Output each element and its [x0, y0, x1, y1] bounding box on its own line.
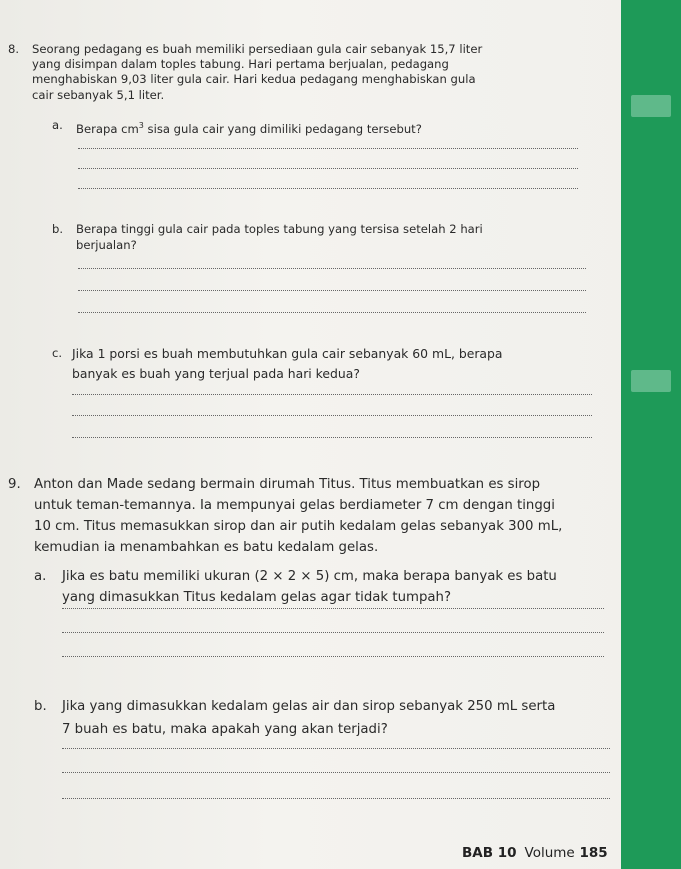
answer-line[interactable]: [72, 394, 592, 395]
question-8a-text: [76, 118, 422, 137]
question-8c-line: Jika 1 porsi es buah membutuhkan gula cair sebanyak 60 mL, berapa: [72, 346, 503, 361]
question-8a-label: a.: [52, 118, 63, 132]
question-8-line: cair sebanyak 5,1 liter.: [32, 88, 165, 102]
green-side-stripe: [621, 0, 681, 869]
answer-line[interactable]: [78, 268, 586, 269]
answer-line[interactable]: [78, 148, 578, 149]
question-8-line: menghabiskan 9,03 liter gula cair. Hari kedua pedagang menghabiskan gula: [32, 72, 476, 86]
question-8b-line: berjualan?: [76, 238, 137, 252]
answer-line[interactable]: [62, 656, 604, 657]
answer-line[interactable]: [78, 188, 578, 189]
question-8a-text-pre: Berapa cm: [76, 121, 139, 136]
question-9-number: 9.: [8, 477, 21, 492]
question-9a-label: a.: [34, 569, 47, 584]
question-9-line: 10 cm. Titus memasukkan sirop dan air putih kedalam gelas sebanyak 300 mL,: [34, 519, 563, 534]
answer-line[interactable]: [62, 632, 604, 633]
answer-line[interactable]: [78, 312, 586, 313]
question-9-line: untuk teman-temannya. Ia mempunyai gelas berdiameter 7 cm dengan tinggi: [34, 498, 555, 513]
question-9a-line: Jika es batu memiliki ukuran (2 × 2 × 5) cm, maka berapa banyak es batu: [62, 569, 557, 584]
answer-line[interactable]: [72, 437, 592, 438]
question-8b-label: b.: [52, 222, 64, 236]
question-9b-line: 7 buah es batu, maka apakah yang akan terjadi?: [62, 722, 388, 737]
answer-line[interactable]: [72, 415, 592, 416]
answer-line[interactable]: [78, 290, 586, 291]
question-8c-label: c.: [52, 346, 63, 360]
question-8b-line: Berapa tinggi gula cair pada toples tabung yang tersisa setelah 2 hari: [76, 222, 483, 236]
question-9b-label: b.: [34, 699, 47, 714]
question-8c-line: banyak es buah yang terjual pada hari kedua?: [72, 366, 360, 381]
unit-exponent: 3: [138, 121, 144, 130]
stripe-tab: [631, 95, 671, 117]
answer-line[interactable]: [62, 748, 610, 749]
page-footer: [462, 845, 608, 861]
question-9-line: kemudian ia menambahkan es batu kedalam gelas.: [34, 540, 379, 555]
stripe-tab: [631, 370, 671, 392]
question-8a-text-post: sisa gula cair yang dimiliki pedagang tersebut?: [143, 121, 422, 136]
question-9b-line: Jika yang dimasukkan kedalam gelas air dan sirop sebanyak 250 mL serta: [62, 699, 556, 714]
answer-line[interactable]: [62, 772, 610, 773]
page-number: 185: [579, 845, 608, 861]
answer-line[interactable]: [62, 798, 610, 799]
question-8-line: yang disimpan dalam toples tabung. Hari pertama berjualan, pedagang: [32, 57, 449, 71]
volume-label: Volume: [524, 845, 575, 861]
question-9-line: Anton dan Made sedang bermain dirumah Titus. Titus membuatkan es sirop: [34, 477, 541, 492]
question-8-number: 8.: [8, 42, 20, 56]
answer-line[interactable]: [62, 608, 604, 609]
question-9a-line: yang dimasukkan Titus kedalam gelas agar tidak tumpah?: [62, 590, 452, 605]
question-8-line: Seorang pedagang es buah memiliki persediaan gula cair sebanyak 15,7 liter: [32, 42, 483, 56]
chapter-label: BAB 10: [462, 845, 517, 861]
answer-line[interactable]: [78, 168, 578, 169]
